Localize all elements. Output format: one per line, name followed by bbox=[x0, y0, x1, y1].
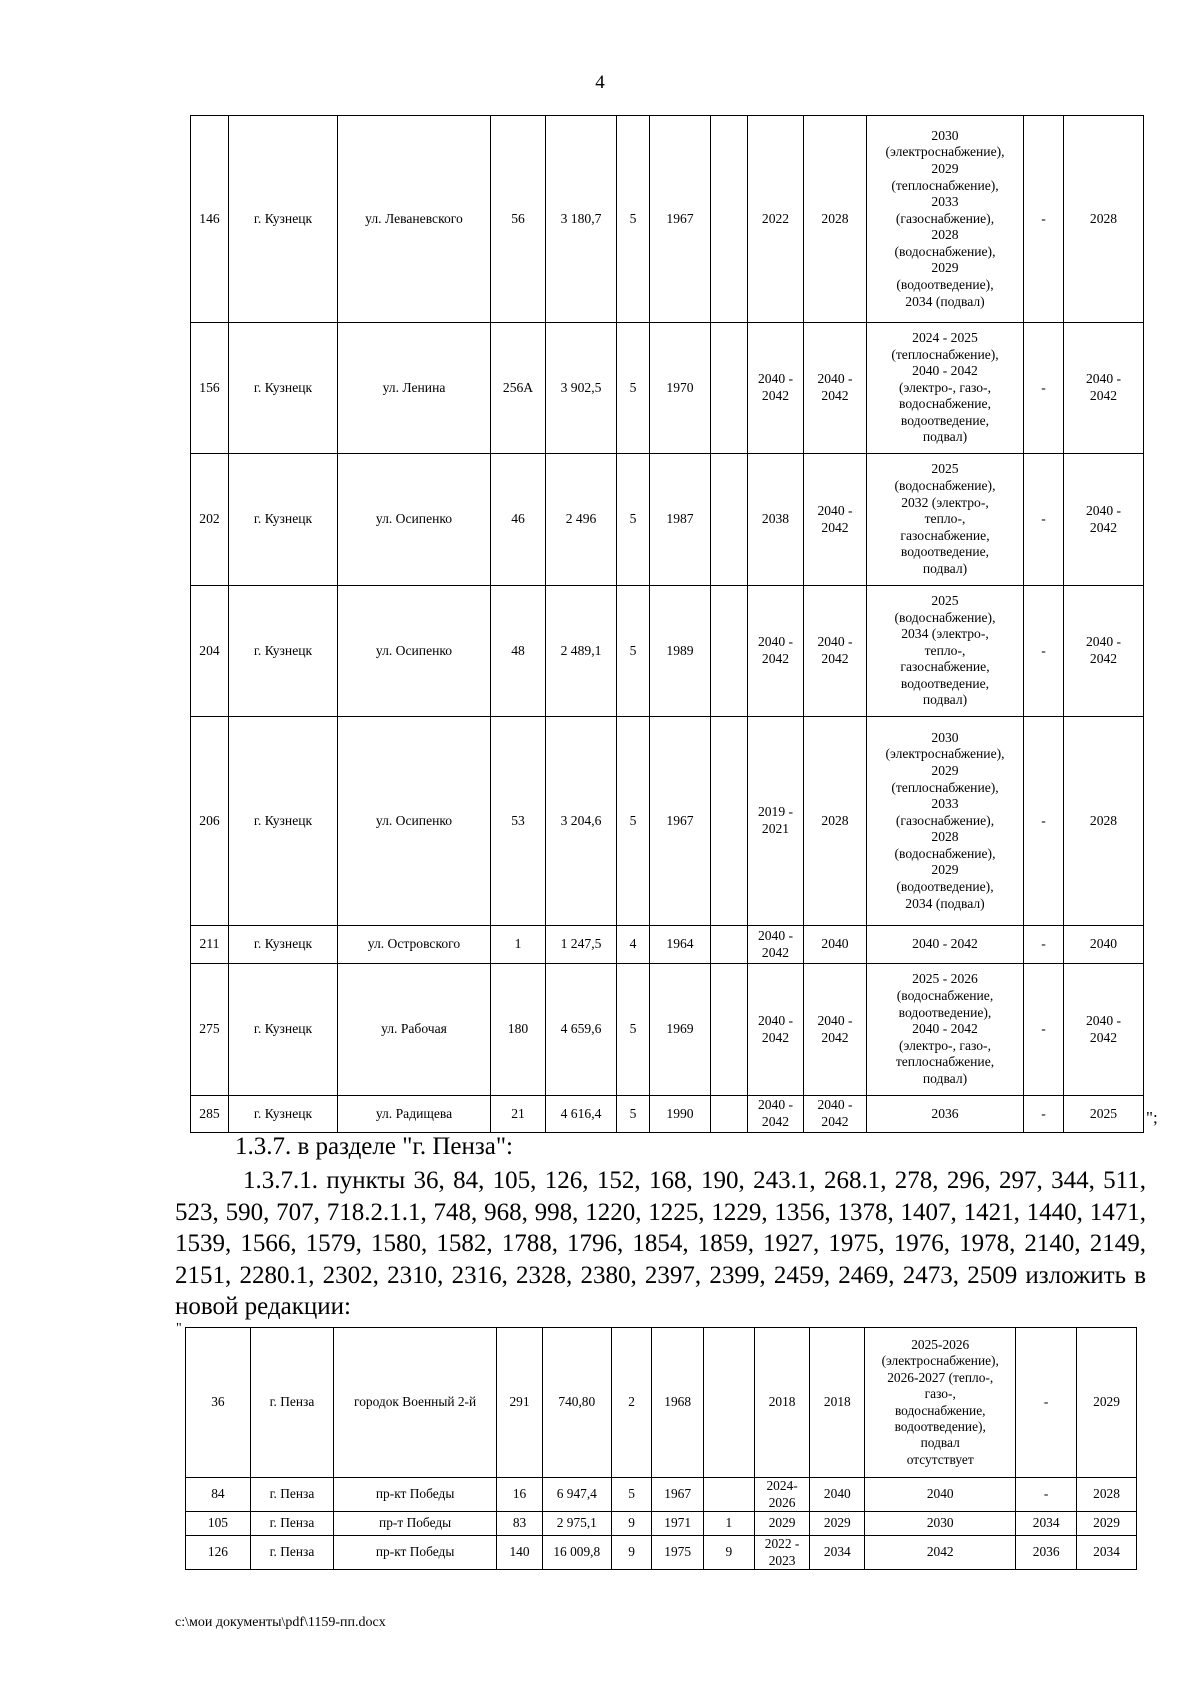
table-cell: 2029 bbox=[754, 1512, 810, 1536]
table-cell: - bbox=[1016, 1328, 1077, 1478]
table-cell: 5 bbox=[617, 717, 650, 926]
table-cell: 146 bbox=[191, 116, 229, 323]
kuznetsk-table bbox=[190, 115, 1144, 1133]
table-cell: 9 bbox=[611, 1512, 652, 1536]
table-cell bbox=[711, 717, 748, 926]
table-cell: 5 bbox=[611, 1478, 652, 1512]
table-cell: 2018 bbox=[810, 1328, 865, 1478]
table-cell: 740,80 bbox=[542, 1328, 611, 1478]
table-cell: 1987 bbox=[650, 454, 711, 586]
table-cell: 2028 bbox=[804, 116, 867, 323]
table-cell: - bbox=[1024, 116, 1064, 323]
table-cell: ул. Леваневского bbox=[338, 116, 491, 323]
table-cell: 2025 (водоснабжение), 2032 (электро-, тепло-, газоснабжение, водоотведение, подвал) bbox=[867, 454, 1024, 586]
table-cell: 2040 - 2042 bbox=[1064, 454, 1144, 586]
table-cell: 256А bbox=[491, 323, 546, 454]
table-cell: 2030 (электроснабжение), 2029 (теплоснабжение), 2033 (газоснабжение), 2028 (водоснабжение), 2029 (водоотведение), 2034 (подвал) bbox=[867, 116, 1024, 323]
table-cell: 3 902,5 bbox=[546, 323, 617, 454]
table-cell bbox=[711, 116, 748, 323]
table-cell: 2040 - 2042 bbox=[1064, 323, 1144, 454]
table-cell: 156 bbox=[191, 323, 229, 454]
table-cell: 3 204,6 bbox=[546, 717, 617, 926]
table-row bbox=[191, 717, 1144, 926]
table-cell: 1967 bbox=[650, 717, 711, 926]
table-cell: 3 180,7 bbox=[546, 116, 617, 323]
table-cell: 2 489,1 bbox=[546, 586, 617, 717]
table-cell: 180 bbox=[491, 964, 546, 1096]
table-cell: 2040 - 2042 bbox=[867, 926, 1024, 964]
table-cell: 2034 bbox=[1016, 1512, 1077, 1536]
table-cell: г. Кузнецк bbox=[229, 454, 338, 586]
kuznetsk-table-body bbox=[191, 116, 1144, 1133]
table-cell: 2040 - 2042 bbox=[1064, 964, 1144, 1096]
table-cell: ул. Осипенко bbox=[338, 717, 491, 926]
table-cell: 1971 bbox=[652, 1512, 704, 1536]
table-cell bbox=[711, 1096, 748, 1133]
table-cell: г. Пенза bbox=[250, 1536, 333, 1570]
table-cell: г. Кузнецк bbox=[229, 1096, 338, 1133]
table-cell: пр-кт Победы bbox=[334, 1478, 497, 1512]
table-cell: 1970 bbox=[650, 323, 711, 454]
table-cell bbox=[711, 454, 748, 586]
table-cell bbox=[711, 323, 748, 454]
table-cell: г. Кузнецк bbox=[229, 717, 338, 926]
table-cell: 2028 bbox=[1077, 1478, 1137, 1512]
table-row bbox=[186, 1512, 1137, 1536]
table-cell: 2040 - 2042 bbox=[748, 926, 804, 964]
table-cell: 2040 - 2042 bbox=[804, 454, 867, 586]
section-heading: 1.3.7. в разделе "г. Пенза": bbox=[235, 1133, 514, 1160]
table-row bbox=[191, 1096, 1144, 1133]
closing-quote-mark: "; bbox=[1146, 1108, 1158, 1127]
section-paragraph: 1.3.7.1. пункты 36, 84, 105, 126, 152, 168, 190, 243.1, 268.1, 278, 296, 297, 344, 511, 523, 590, 707, 718.2.1.1, 748, 968, 998, 1220, 1225, 1229, 1356, 1378, 1407, 1421, 1440, 1471, 1539, 1566, 1579, 1580, 1582, 1788, 1796, 1854, 1859, 1927, 1975, 1976, 1978, 2140, 2149, 2151, 2280.1, 2302, 2310, 2316, 2328, 2380, 2397, 2399, 2459, 2469, 2473, 2509 изложить в новой редакции: bbox=[175, 1167, 1146, 1320]
table-cell: 5 bbox=[617, 1096, 650, 1133]
table-cell: 2029 bbox=[810, 1512, 865, 1536]
table-cell: г. Пенза bbox=[250, 1328, 333, 1478]
table-cell: 2040 - 2042 bbox=[748, 323, 804, 454]
table-cell: 2040 bbox=[810, 1478, 865, 1512]
table-cell: 9 bbox=[611, 1536, 652, 1570]
table-cell: 2030 (электроснабжение), 2029 (теплоснабжение), 2033 (газоснабжение), 2028 (водоснабжение), 2029 (водоотведение), 2034 (подвал) bbox=[867, 717, 1024, 926]
table-row bbox=[191, 454, 1144, 586]
table-cell: 2040 - 2042 bbox=[804, 964, 867, 1096]
table-cell: 6 947,4 bbox=[542, 1478, 611, 1512]
penza-table-body bbox=[186, 1328, 1137, 1570]
table-cell: 2029 bbox=[1077, 1328, 1137, 1478]
table-cell: 2025 (водоснабжение), 2034 (электро-, тепло-, газоснабжение, водоотведение, подвал) bbox=[867, 586, 1024, 717]
table-cell: ул. Островского bbox=[338, 926, 491, 964]
table-cell: 1969 bbox=[650, 964, 711, 1096]
table-cell: ул. Рабочая bbox=[338, 964, 491, 1096]
table-cell: - bbox=[1024, 964, 1064, 1096]
table-cell: 2040 bbox=[865, 1478, 1016, 1512]
table-row bbox=[191, 323, 1144, 454]
table-cell: г. Кузнецк bbox=[229, 586, 338, 717]
table-cell: 2018 bbox=[754, 1328, 810, 1478]
table-cell: ул. Осипенко bbox=[338, 454, 491, 586]
table-cell: 291 bbox=[497, 1328, 543, 1478]
table-cell: 1967 bbox=[650, 116, 711, 323]
table-cell: 46 bbox=[491, 454, 546, 586]
table-cell: 48 bbox=[491, 586, 546, 717]
table-cell: 2036 bbox=[1016, 1536, 1077, 1570]
table-cell: - bbox=[1024, 586, 1064, 717]
table-cell: ул. Осипенко bbox=[338, 586, 491, 717]
table-row bbox=[191, 926, 1144, 964]
table-cell: 2028 bbox=[1064, 116, 1144, 323]
table-cell: 2025 - 2026 (водоснабжение, водоотведение), 2040 - 2042 (электро-, газо-, теплоснабжение, подвал) bbox=[867, 964, 1024, 1096]
table-row bbox=[191, 964, 1144, 1096]
table-cell: 2022 bbox=[748, 116, 804, 323]
table-cell: 2034 bbox=[810, 1536, 865, 1570]
table-cell: 1990 bbox=[650, 1096, 711, 1133]
table-cell: 2 496 bbox=[546, 454, 617, 586]
table-cell: 2040 - 2042 bbox=[1064, 586, 1144, 717]
table-cell: 2040 - 2042 bbox=[748, 586, 804, 717]
table-cell: 2040 - 2042 bbox=[804, 1096, 867, 1133]
table-cell: - bbox=[1024, 323, 1064, 454]
table-cell: 2028 bbox=[1064, 717, 1144, 926]
table-cell: 56 bbox=[491, 116, 546, 323]
table-cell: 2040 bbox=[1064, 926, 1144, 964]
table-cell: г. Кузнецк bbox=[229, 116, 338, 323]
table-cell: городок Военный 2-й bbox=[334, 1328, 497, 1478]
table-cell: 2036 bbox=[867, 1096, 1024, 1133]
table-cell: г. Пенза bbox=[250, 1512, 333, 1536]
table-row bbox=[186, 1478, 1137, 1512]
table-cell: 4 659,6 bbox=[546, 964, 617, 1096]
table-cell bbox=[711, 586, 748, 717]
table-cell: г. Кузнецк bbox=[229, 964, 338, 1096]
table-cell: г. Кузнецк bbox=[229, 323, 338, 454]
table-cell: 2034 bbox=[1077, 1536, 1137, 1570]
table-cell: - bbox=[1024, 926, 1064, 964]
page-number: 4 bbox=[595, 72, 605, 93]
table-cell: 16 009,8 bbox=[542, 1536, 611, 1570]
table-row bbox=[191, 586, 1144, 717]
footer-file-path: c:\мои документы\pdf\1159-пп.docx bbox=[175, 1615, 386, 1630]
table-cell: 105 bbox=[186, 1512, 251, 1536]
table-cell: 2 975,1 bbox=[542, 1512, 611, 1536]
table-cell: - bbox=[1024, 717, 1064, 926]
table-row bbox=[191, 116, 1144, 323]
table-cell: 2040 - 2042 bbox=[748, 1096, 804, 1133]
table-cell: 4 bbox=[617, 926, 650, 964]
table-cell: 2029 bbox=[1077, 1512, 1137, 1536]
table-cell: пр-кт Победы bbox=[334, 1536, 497, 1570]
table-cell: 202 bbox=[191, 454, 229, 586]
table-cell: г. Пенза bbox=[250, 1478, 333, 1512]
table-cell: пр-т Победы bbox=[334, 1512, 497, 1536]
table-cell: 2025 bbox=[1064, 1096, 1144, 1133]
table-cell: 5 bbox=[617, 323, 650, 454]
table-cell: 2040 - 2042 bbox=[804, 586, 867, 717]
table-cell: 211 bbox=[191, 926, 229, 964]
table-cell: 2 bbox=[611, 1328, 652, 1478]
table-cell: 275 bbox=[191, 964, 229, 1096]
table-cell: 2024 - 2025 (теплоснабжение), 2040 - 2042 (электро-, газо-, водоснабжение, водоотведение, подвал) bbox=[867, 323, 1024, 454]
table-cell: 204 bbox=[191, 586, 229, 717]
table-cell: 2040 - 2042 bbox=[804, 323, 867, 454]
table-cell: 2038 bbox=[748, 454, 804, 586]
table-cell: 1968 bbox=[652, 1328, 704, 1478]
table-cell bbox=[711, 926, 748, 964]
table-cell: 4 616,4 bbox=[546, 1096, 617, 1133]
table-cell: - bbox=[1016, 1478, 1077, 1512]
table-cell: 2042 bbox=[865, 1536, 1016, 1570]
table-cell: 9 bbox=[704, 1536, 755, 1570]
table-cell: 1 247,5 bbox=[546, 926, 617, 964]
table-cell: 2019 - 2021 bbox=[748, 717, 804, 926]
table-cell: 2022 - 2023 bbox=[754, 1536, 810, 1570]
table-cell: - bbox=[1024, 454, 1064, 586]
table-cell: г. Кузнецк bbox=[229, 926, 338, 964]
table-cell: 21 bbox=[491, 1096, 546, 1133]
penza-table bbox=[185, 1327, 1137, 1570]
table-cell: 16 bbox=[497, 1478, 543, 1512]
table-cell: 5 bbox=[617, 586, 650, 717]
table-cell: 2040 - 2042 bbox=[748, 964, 804, 1096]
table-cell: 285 bbox=[191, 1096, 229, 1133]
table-cell bbox=[704, 1478, 755, 1512]
table-cell: 2040 bbox=[804, 926, 867, 964]
table-cell: 53 bbox=[491, 717, 546, 926]
table-cell: - bbox=[1024, 1096, 1064, 1133]
table-cell: 126 bbox=[186, 1536, 251, 1570]
table-cell: 206 bbox=[191, 717, 229, 926]
table-cell: 5 bbox=[617, 964, 650, 1096]
table-cell: 1975 bbox=[652, 1536, 704, 1570]
table-cell: 1 bbox=[704, 1512, 755, 1536]
table-cell: 2024- 2026 bbox=[754, 1478, 810, 1512]
table-cell: 36 bbox=[186, 1328, 251, 1478]
table-cell: 1 bbox=[491, 926, 546, 964]
table-cell: 5 bbox=[617, 116, 650, 323]
opening-quote-mark: " bbox=[176, 1321, 182, 1336]
table-cell bbox=[704, 1328, 755, 1478]
table-cell: 84 bbox=[186, 1478, 251, 1512]
table-cell: 140 bbox=[497, 1536, 543, 1570]
table-cell: 1989 bbox=[650, 586, 711, 717]
table-cell: 2028 bbox=[804, 717, 867, 926]
table-row bbox=[186, 1328, 1137, 1478]
table-cell: 2030 bbox=[865, 1512, 1016, 1536]
table-cell: ул. Радищева bbox=[338, 1096, 491, 1133]
table-cell: 5 bbox=[617, 454, 650, 586]
table-cell: ул. Ленина bbox=[338, 323, 491, 454]
table-row bbox=[186, 1536, 1137, 1570]
table-cell: 1964 bbox=[650, 926, 711, 964]
table-cell: 2025-2026 (электроснабжение), 2026-2027 (тепло-, газо-, водоснабжение, водоотведение), подвал отсутствует bbox=[865, 1328, 1016, 1478]
table-cell: 1967 bbox=[652, 1478, 704, 1512]
table-cell: 83 bbox=[497, 1512, 543, 1536]
table-cell bbox=[711, 964, 748, 1096]
